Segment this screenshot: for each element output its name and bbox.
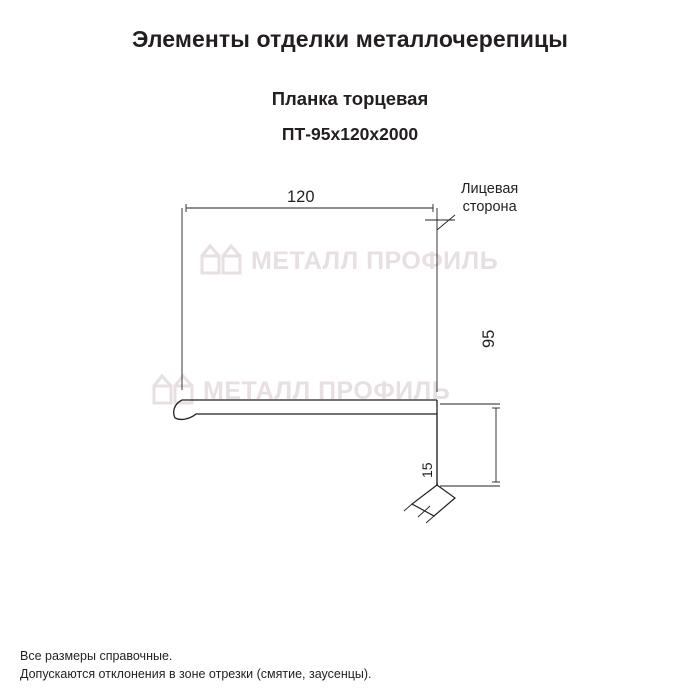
dimension-label-95: 95 bbox=[480, 329, 498, 348]
footnotes bbox=[20, 647, 372, 685]
footnote-line-1: Все размеры справочные. bbox=[20, 648, 173, 663]
annotation-face-side-line2: сторона bbox=[462, 199, 517, 216]
dimension-label-120: 120 bbox=[287, 188, 315, 206]
dimension-label-15: 15 bbox=[419, 462, 435, 478]
product-name: Планка торцевая bbox=[271, 88, 429, 109]
footnote-line-2: Допускаются отклонения в зоне отрезки (смятие, заусенцы). bbox=[20, 667, 372, 682]
product-code: ПТ-95x120x2000 bbox=[281, 124, 419, 144]
annotation-face-side-line1: Лицевая bbox=[461, 181, 519, 197]
annotation-face-side bbox=[461, 180, 518, 216]
technical-drawing bbox=[0, 160, 700, 560]
page-title: Элементы отделки металлочерепицы bbox=[131, 26, 568, 52]
watermark-text: МЕТАЛЛ ПРОФИЛЬ bbox=[203, 376, 451, 405]
watermark-text: МЕТАЛЛ ПРОФИЛЬ bbox=[251, 246, 499, 275]
